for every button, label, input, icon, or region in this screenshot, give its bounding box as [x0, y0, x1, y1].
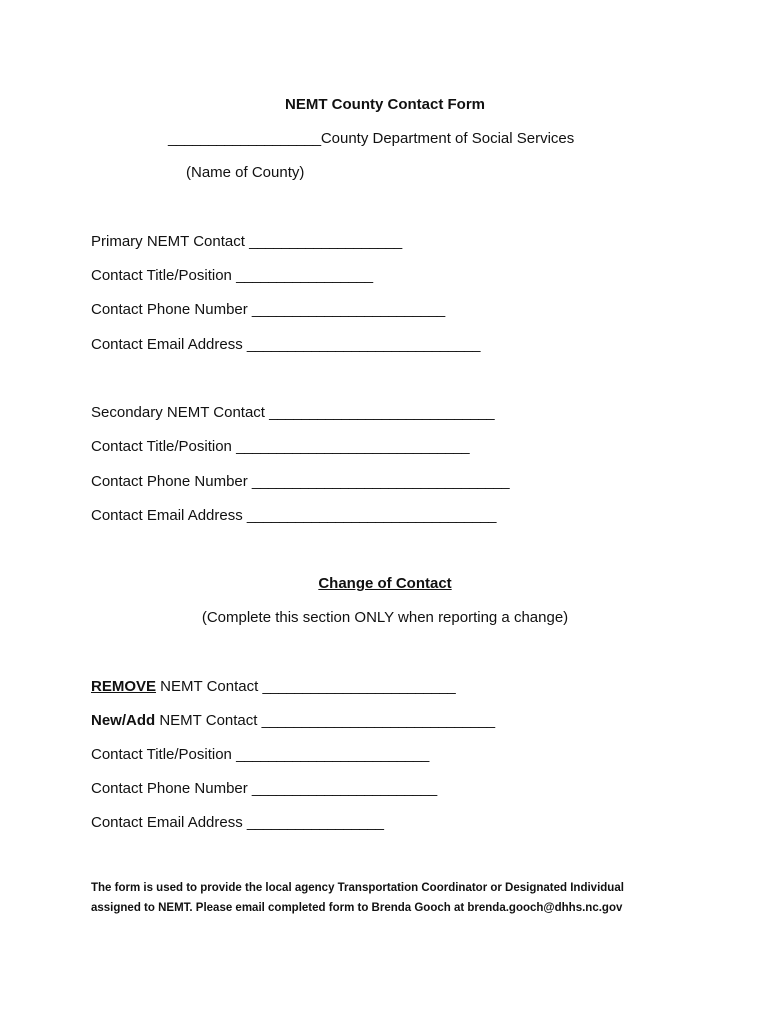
secondary-phone-label: Contact Phone Number: [91, 473, 252, 490]
add-contact-label: NEMT Contact: [155, 712, 262, 729]
county-line: [168, 130, 574, 148]
secondary-email-row: [91, 507, 496, 525]
primary-phone-row: [91, 301, 445, 319]
primary-phone-label: Contact Phone Number: [91, 301, 252, 318]
secondary-email-label: Contact Email Address: [91, 507, 247, 524]
secondary-phone-blank[interactable]: ________________________________: [251, 473, 510, 490]
primary-title-label: Contact Title/Position: [91, 267, 237, 284]
remove-keyword: REMOVE: [91, 678, 157, 695]
primary-phone-blank[interactable]: ________________________: [251, 301, 445, 318]
change-heading: Change of Contact: [318, 575, 452, 592]
form-title: NEMT County Contact Form: [285, 96, 485, 113]
remove-contact-blank[interactable]: ________________________: [262, 678, 456, 695]
change-title-label: Contact Title/Position: [91, 746, 237, 763]
remove-contact-label: NEMT Contact: [156, 678, 263, 695]
change-title-blank[interactable]: ________________________: [236, 746, 430, 763]
footer-line-1: The form is used to provide the local agency Transportation Coordinator or Designated Individual: [91, 882, 624, 894]
primary-contact-row: [91, 233, 402, 251]
primary-contact-blank[interactable]: ___________________: [249, 233, 402, 250]
primary-email-label: Contact Email Address: [91, 336, 247, 353]
secondary-phone-row: [91, 473, 509, 491]
secondary-title-blank[interactable]: _____________________________: [236, 438, 470, 455]
secondary-title-label: Contact Title/Position: [91, 438, 237, 455]
secondary-title-row: [91, 438, 469, 456]
primary-email-row: [91, 336, 480, 354]
secondary-contact-row: [91, 404, 494, 422]
county-caption: (Name of County): [186, 164, 305, 181]
add-keyword: New/Add: [91, 712, 156, 729]
secondary-contact-blank[interactable]: ____________________________: [269, 404, 495, 421]
change-phone-blank[interactable]: _______________________: [251, 780, 437, 797]
change-note: (Complete this section ONLY when reporting a change): [201, 609, 569, 626]
secondary-email-blank[interactable]: _______________________________: [246, 507, 497, 524]
footer-note: [91, 878, 691, 918]
county-name-blank[interactable]: ___________________: [168, 130, 321, 147]
change-email-blank[interactable]: _________________: [246, 814, 384, 831]
primary-email-blank[interactable]: _____________________________: [246, 336, 481, 353]
change-phone-row: [91, 780, 437, 798]
add-contact-blank[interactable]: _____________________________: [261, 712, 495, 729]
add-contact-row: [91, 712, 495, 730]
change-phone-label: Contact Phone Number: [91, 780, 252, 797]
primary-title-blank[interactable]: _________________: [236, 267, 373, 284]
footer-line-2: assigned to NEMT. Please email completed form to Brenda Gooch at brenda.gooch@dhhs.nc.gov: [91, 902, 623, 914]
change-title-row: [91, 746, 429, 764]
primary-title-row: [91, 267, 373, 285]
primary-contact-label: Primary NEMT Contact: [91, 233, 250, 250]
remove-contact-row: [91, 678, 455, 696]
change-email-row: [91, 814, 384, 832]
county-line-label: County Department of Social Services: [320, 130, 575, 147]
change-email-label: Contact Email Address: [91, 814, 247, 831]
secondary-contact-label: Secondary NEMT Contact: [91, 404, 270, 421]
